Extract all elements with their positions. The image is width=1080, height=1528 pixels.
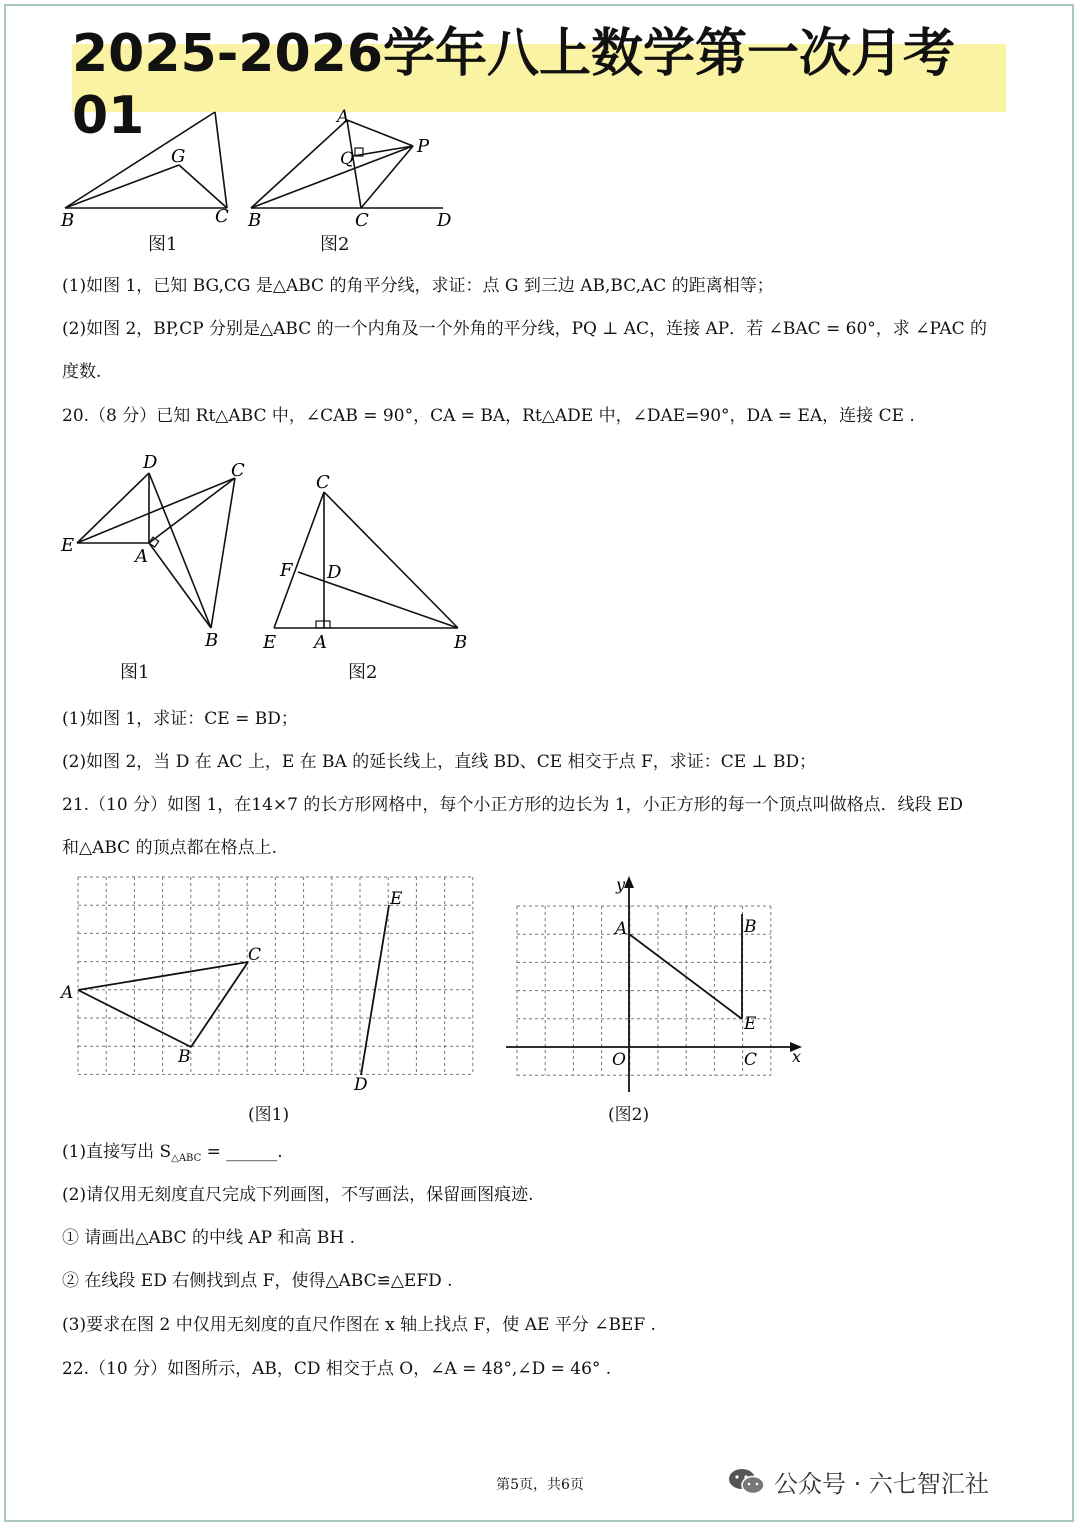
q19-part2: (2)如图 2，BP,CP 分别是△ABC 的一个内角及一个外角的平分线，PQ ⊥ AC，连接 AP．若 ∠BAC = 60°，求 ∠PAC 的	[62, 319, 988, 339]
segment	[324, 492, 458, 628]
q21-part1-suffix: = ______.	[201, 1142, 283, 1162]
point-label: Q	[340, 149, 354, 169]
point-label: E	[61, 535, 75, 556]
q20-part1: (1)如图 1，求证：CE = BD；	[62, 709, 298, 729]
segment	[149, 543, 211, 628]
point-label: B	[178, 1047, 191, 1067]
q19-fig1-caption: 图1	[148, 234, 178, 255]
point-label: A	[615, 919, 628, 939]
q21-stem: 21.（10 分）如图 1，在14×7 的长方形网格中，每个小正方形的边长为 1，小正方形的每一个顶点叫做格点．线段 ED	[62, 795, 964, 815]
page-number: 第5页，共6页	[496, 1477, 584, 1493]
point-label: E	[263, 632, 277, 653]
point-label: A	[135, 546, 148, 567]
point-label: D	[354, 1075, 368, 1095]
point-label: B	[248, 210, 262, 230]
segment	[149, 473, 211, 628]
q21-part1	[62, 1140, 283, 1171]
point-label: P	[417, 136, 430, 157]
q21-part2: (2)请仅用无刻度直尺完成下列画图，不写画法，保留画图痕迹.	[62, 1185, 534, 1205]
q20-stem: 20.（8 分）已知 Rt△ABC 中，∠CAB = 90°，CA = BA，Rt△ADE 中，∠DAE=90°，DA = EA，连接 CE .	[62, 406, 915, 426]
segment	[65, 112, 215, 208]
point-label: F	[280, 560, 293, 581]
point-label: C	[744, 1050, 758, 1070]
q21-part1-subscript: △ABC	[171, 1153, 202, 1164]
q19-figure-1	[55, 110, 245, 230]
q22-stem: 22.（10 分）如图所示，AB，CD 相交于点 O，∠A = 48°,∠D = 46° .	[62, 1359, 612, 1379]
point-label: E	[390, 889, 403, 909]
segment	[215, 112, 227, 208]
point-label: O	[612, 1050, 626, 1070]
q19-fig2-caption: 图2	[320, 234, 350, 255]
point-label: C	[231, 460, 245, 481]
right-angle-mark	[316, 621, 330, 628]
point-label: B	[61, 210, 75, 230]
y-axis-arrow	[624, 876, 634, 888]
segment	[179, 165, 227, 208]
point-label: E	[744, 1014, 757, 1034]
point-label: A	[314, 632, 327, 653]
q21-stem-cont: 和△ABC 的顶点都在格点上.	[62, 838, 277, 858]
segment	[149, 478, 235, 543]
point-label: B	[205, 630, 219, 651]
axis-label: y	[616, 875, 626, 894]
q20-fig2-caption: 图2	[348, 662, 378, 683]
segment	[347, 120, 413, 146]
q20-figure-1	[55, 448, 255, 658]
point-label: B	[454, 632, 468, 653]
q21-fig1-caption: (图1)	[248, 1105, 290, 1125]
q21-part1-prefix: (1)直接写出 S	[62, 1142, 172, 1162]
q21-fig2-caption: (图2)	[608, 1105, 650, 1125]
grid	[78, 877, 473, 1074]
page-title: 2025-2026学年八上数学第一次月考01	[72, 23, 956, 146]
segment	[629, 934, 742, 1019]
q19-part2-cont: 度数.	[62, 362, 102, 382]
point-label: A	[61, 983, 74, 1003]
point-label: C	[248, 945, 262, 965]
q21-part2-2: ② 在线段 ED 右侧找到点 F，使得△ABC≌△EFD .	[62, 1271, 453, 1291]
grid	[517, 906, 771, 1075]
q19-part1: (1)如图 1，已知 BG,CG 是△ABC 的角平分线，求证：点 G 到三边 AB,BC,AC 的距离相等；	[62, 276, 774, 296]
q21-figure-1	[58, 872, 480, 1100]
wechat-icon	[728, 1467, 766, 1497]
point-label: C	[316, 472, 330, 493]
q21-part2-1: ① 请画出△ABC 的中线 AP 和高 BH .	[62, 1228, 356, 1248]
point-label: B	[744, 917, 757, 937]
q20-fig1-caption: 图1	[120, 662, 150, 683]
q20-figure-2	[258, 466, 473, 658]
watermark-text: 公众号 · 六七智汇社	[774, 1470, 989, 1498]
segment	[77, 473, 149, 543]
segment	[251, 120, 347, 208]
segment	[298, 572, 458, 628]
segment	[211, 478, 235, 628]
point-label: D	[437, 210, 452, 230]
q19-figure-2	[245, 108, 465, 230]
segment	[77, 478, 235, 543]
segment	[251, 146, 413, 208]
title-banner	[72, 23, 1006, 146]
q21-figure-2	[502, 872, 812, 1100]
point-label: G	[171, 146, 186, 167]
watermark	[728, 1464, 989, 1499]
point-label: D	[327, 562, 342, 583]
q20-part2: (2)如图 2，当 D 在 AC 上，E 在 BA 的延长线上，直线 BD、CE 相交于点 F，求证：CE ⊥ BD；	[62, 752, 817, 772]
point-label: D	[143, 452, 158, 473]
point-label: A	[337, 108, 350, 127]
axis-label: x	[792, 1047, 802, 1066]
point-label: C	[355, 210, 369, 230]
q21-part3: (3)要求在图 2 中仅用无刻度的直尺作图在 x 轴上找点 F，使 AE 平分 ∠BEF .	[62, 1315, 656, 1335]
point-label: C	[215, 206, 229, 227]
